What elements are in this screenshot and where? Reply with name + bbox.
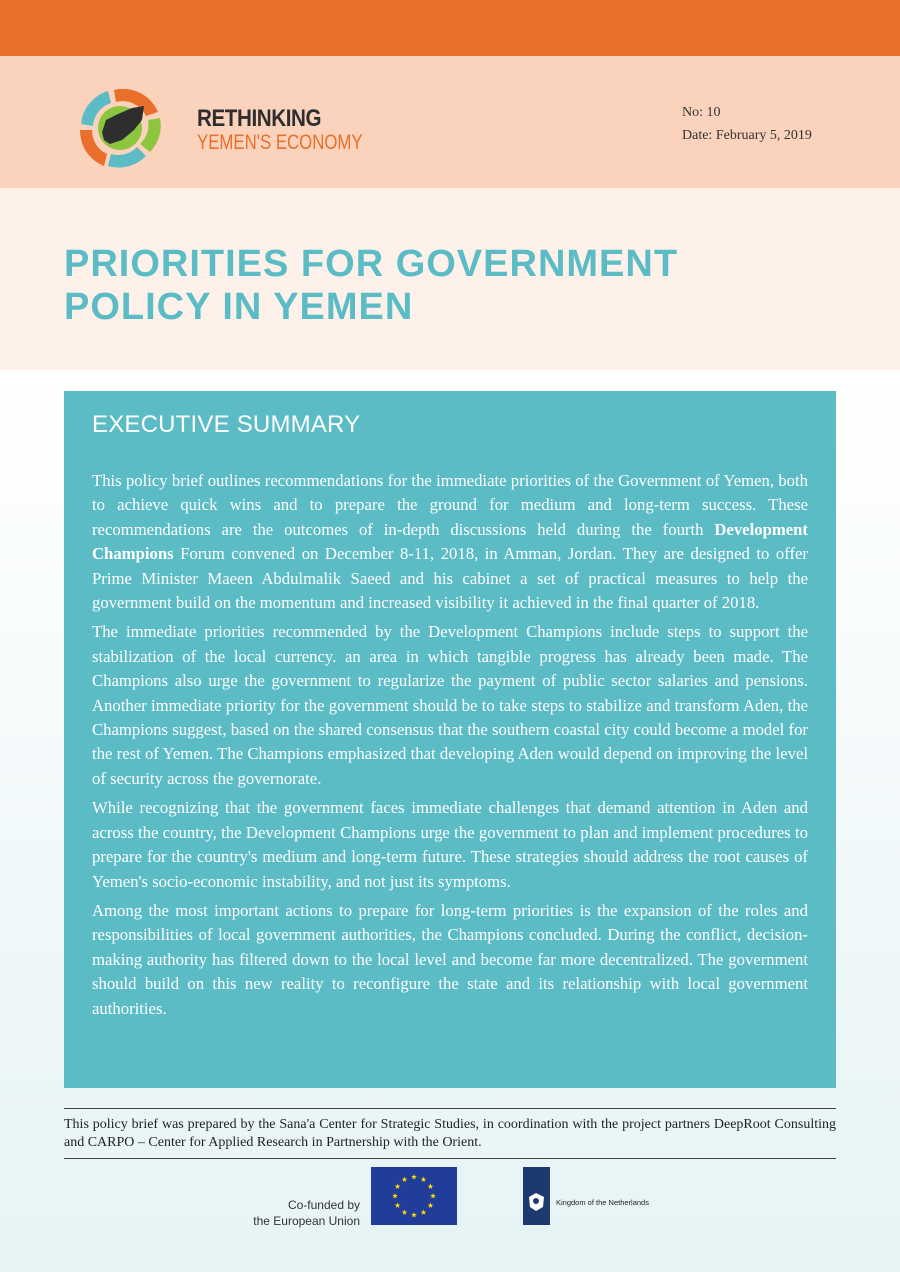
cofunded-label (226, 1197, 360, 1229)
summary-p1-text-a: This policy brief outlines recommendations for the immediate priorities of the Government of Yemen, both to achieve quick wins and to prepare the ground for medium and long-term success. These recommendations are the outcomes of in-depth discussions held during the fourth (92, 471, 808, 539)
netherlands-label: Kingdom of the Netherlands (556, 1198, 649, 1207)
yemen-map-logo-icon (76, 86, 166, 170)
logo-title: RETHINKING (197, 105, 322, 132)
summary-heading: EXECUTIVE SUMMARY (92, 411, 361, 438)
summary-body (92, 469, 808, 1026)
cofunded-line-2: the European Union (253, 1214, 360, 1228)
title-line-2: POLICY IN YEMEN (64, 286, 414, 328)
eu-flag-icon (371, 1167, 457, 1225)
page-title (64, 243, 824, 329)
footer-note: This policy brief was prepared by the Sana'a Center for Strategic Studies, in coordination with the project partners DeepRoot Consulting and CARPO – Center for Applied Research in Partnership with the Orient. (64, 1108, 836, 1159)
cofunded-line-1: Co-funded by (287, 1198, 360, 1212)
summary-paragraph-1 (92, 469, 808, 615)
logo-subtitle: YEMEN'S ECONOMY (197, 131, 363, 154)
issue-meta (682, 101, 812, 147)
summary-paragraph-2: The immediate priorities recommended by the Development Champions include steps to support the stabilization of the local currency. an area in which tangible progress has already been made. The Champions also urge the government to regularize the payment of public sector salaries and pensions. Another immediate priority for the government should be to take steps to stabilize and transform Aden, the Champions suggest, based on the shared consensus that the southern coastal city could become a model for the rest of Yemen. The Champions emphasized that developing Aden would depend on improving the level of security across the governorate. (92, 622, 808, 788)
issue-date: Date: February 5, 2019 (682, 128, 812, 143)
title-line-1: PRIORITIES FOR GOVERNMENT (64, 243, 679, 285)
development-champions-bold: Development Champions (92, 519, 808, 564)
summary-paragraph-3: While recognizing that the government faces immediate challenges that demand attention in Aden and across the country, the Development Champions urge the government to plan and implement procedures to prepare for the country's medium and long-term future. These strategies should address the root causes of Yemen's socio-economic instability, and not just its symptoms. (92, 798, 808, 891)
executive-summary-box (64, 391, 836, 1088)
rethinking-yemens-economy-logo (76, 86, 363, 170)
top-orange-bar (0, 0, 900, 56)
summary-p1-text-b: Forum convened on December 8-11, 2018, in Amman, Jordan. They are designed to offer Prime Minister Maeen Abdulmalik Saeed and his cabinet a set of practical measures to help the government build on the momentum and increased visibility it achieved in the final quarter of 2018. (92, 544, 808, 613)
issue-number: No: 10 (682, 105, 721, 120)
summary-paragraph-4: Among the most important actions to prepare for long-term priorities is the expansion of the roles and responsibilities of local government authorities, the Champions concluded. During the conflict, decision-making authority has filtered down to the local level and become far more decentralized. The government should build on this new reality to reconfigure the state and its relationship with local government authorities. (92, 900, 808, 1018)
netherlands-crest-icon (523, 1167, 550, 1225)
